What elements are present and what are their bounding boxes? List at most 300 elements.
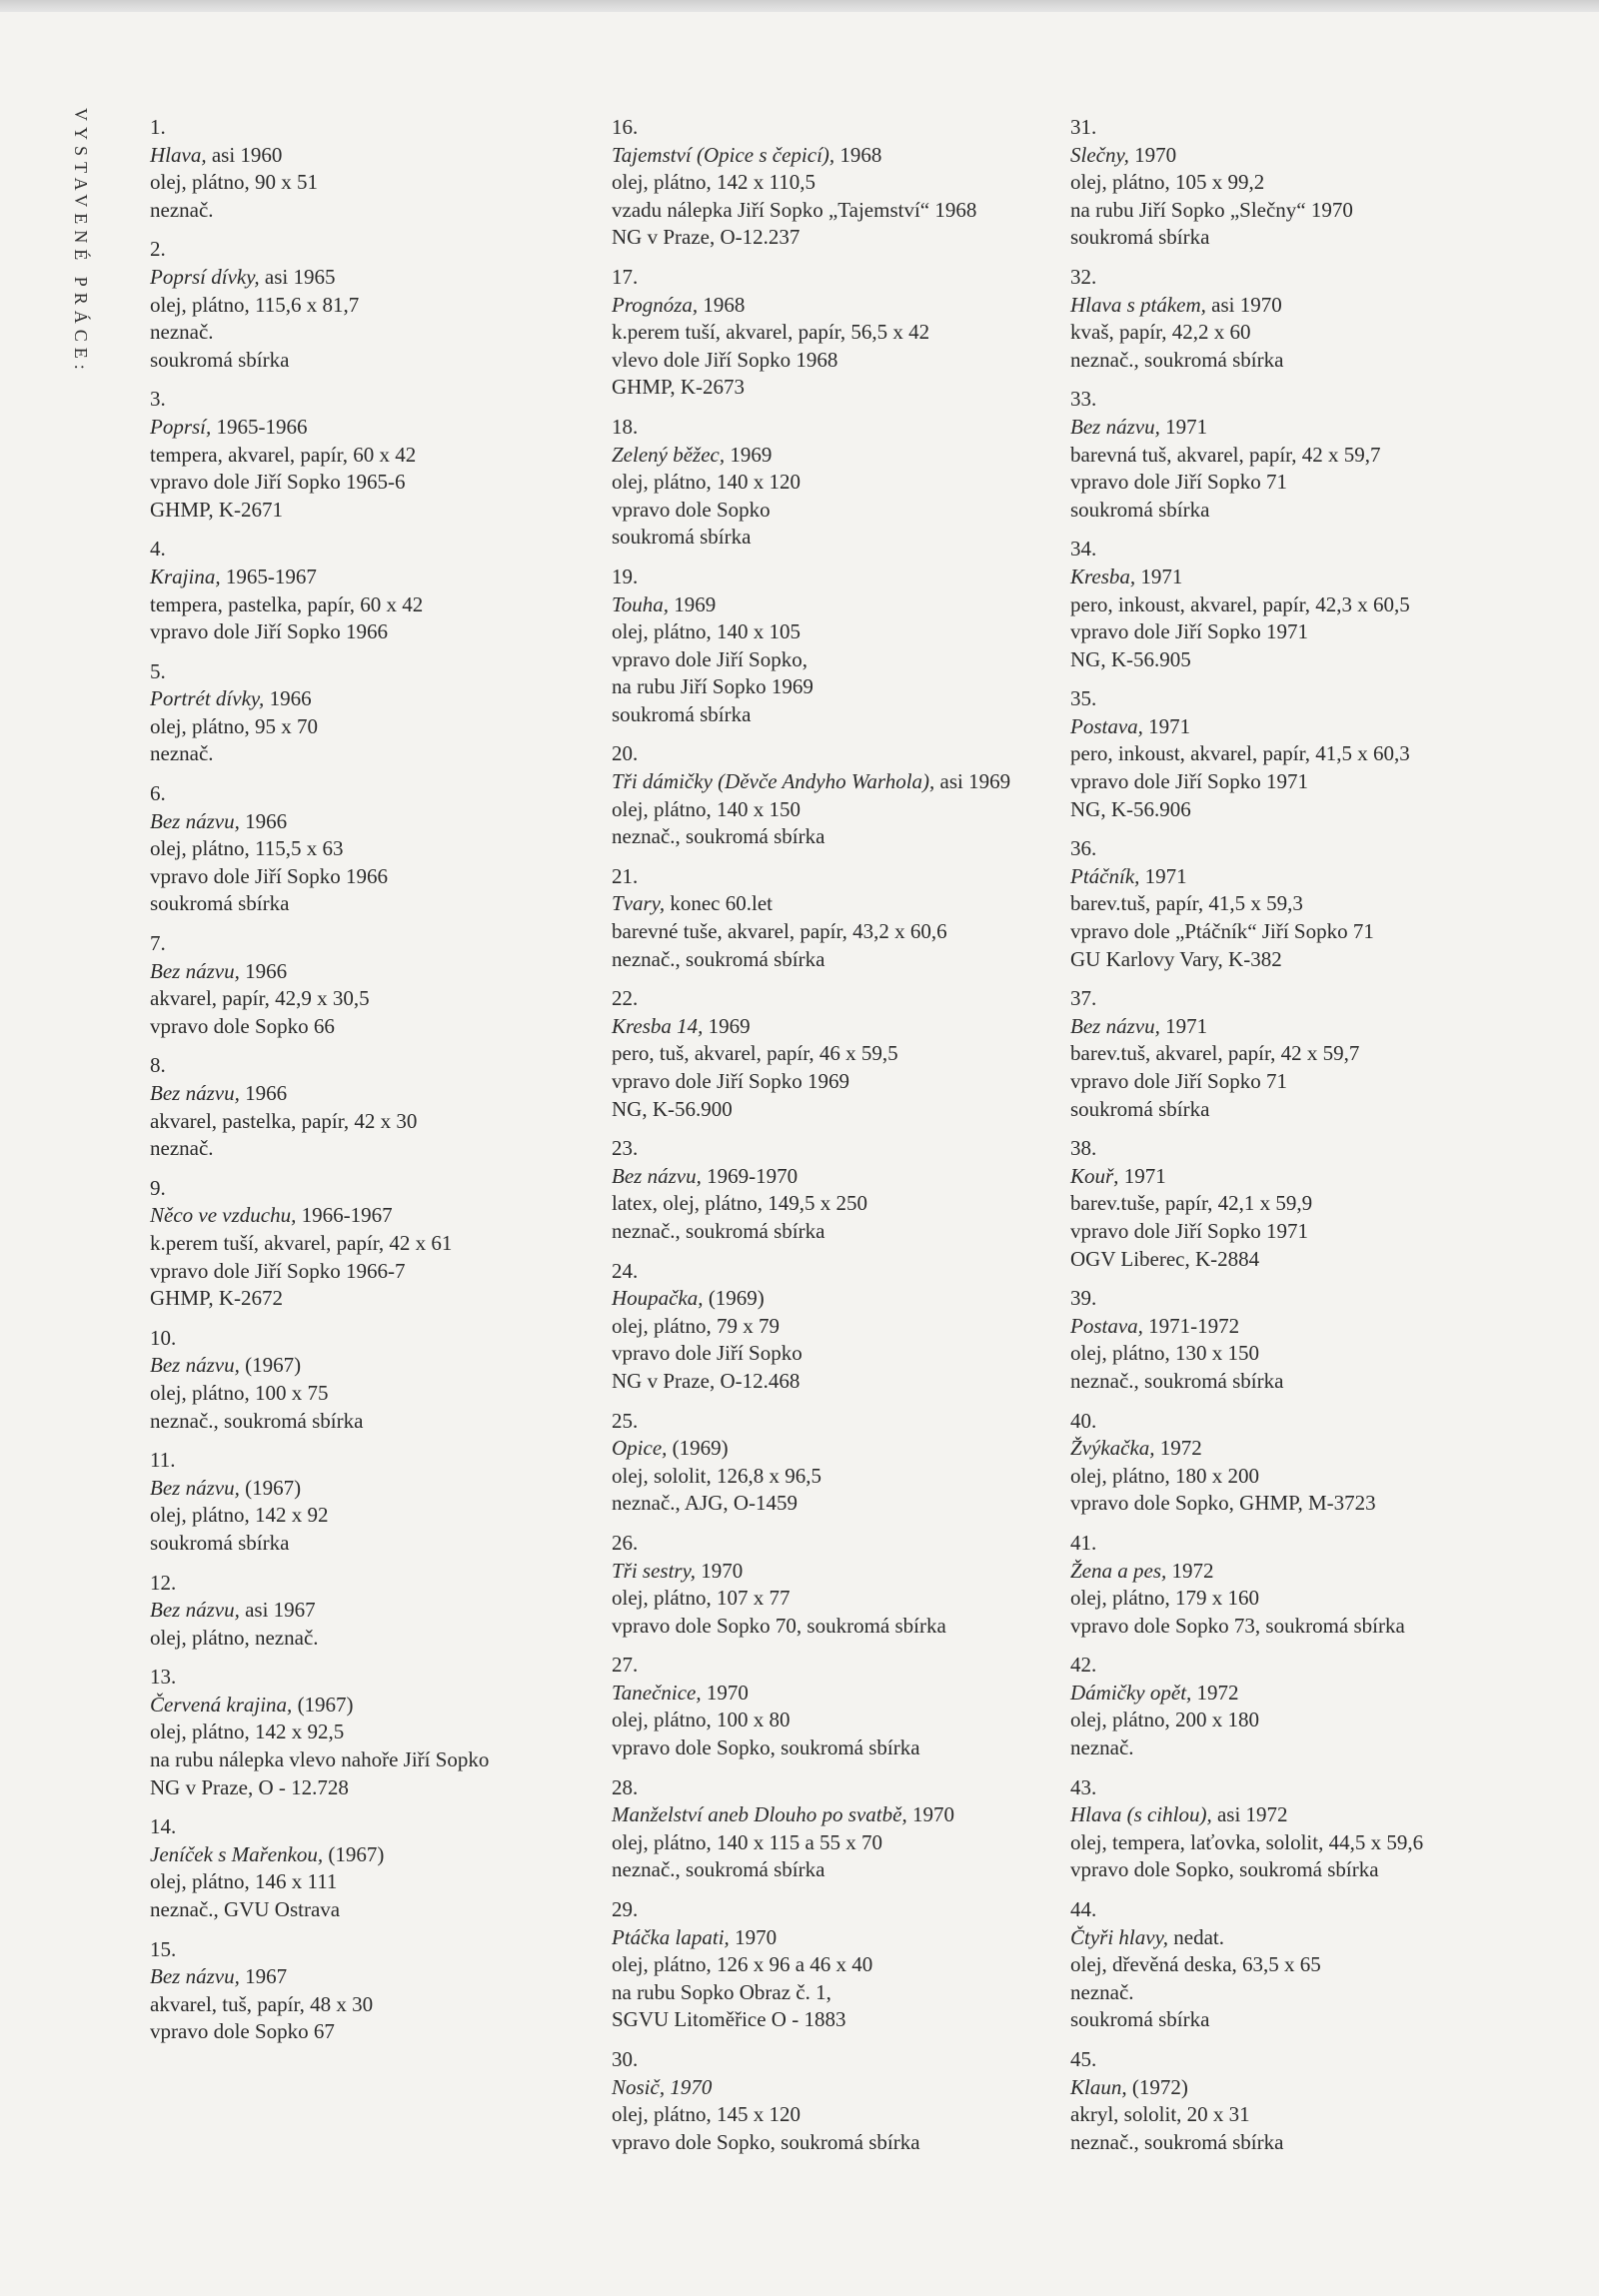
entry-date: asi 1965 (259, 264, 336, 289)
entry-number: 33. (1070, 387, 1097, 412)
entry-detail-line: na rubu Jiří Sopko „Slečny“ 1970 (1070, 197, 1353, 222)
entry-title: Nosič, 1970 (612, 2074, 713, 2099)
entry-detail-line: kvaš, papír, 42,2 x 60 (1070, 320, 1251, 345)
entry-number: 34. (1070, 537, 1097, 562)
catalog-entry (1070, 114, 1570, 252)
entry-title-line (150, 1475, 590, 1503)
entry-title-line (612, 1013, 1051, 1041)
entry-detail-line: vpravo dole Jiří Sopko 1965-6 (150, 470, 406, 495)
entry-title: Touha, (612, 591, 670, 616)
entry-date: 1972 (1154, 1436, 1202, 1461)
entry-detail-line: akvarel, papír, 42,9 x 30,5 (150, 986, 370, 1011)
catalog-entry (612, 2046, 1051, 2156)
entry-number: 13. (150, 1665, 177, 1690)
entry-title-line (612, 2074, 1051, 2102)
entry-title: Bez názvu, (150, 958, 240, 983)
catalog-entry (1070, 386, 1570, 524)
entry-detail-line: olej, plátno, 140 x 150 (612, 796, 800, 821)
catalog-entry (1070, 1408, 1570, 1518)
entry-detail-line: vlevo dole Jiří Sopko 1968 (612, 347, 838, 372)
catalog-entry (1070, 835, 1570, 973)
entry-detail-line: GHMP, K-2671 (150, 497, 284, 522)
entry-detail-line: neznač. (1070, 1979, 1134, 2004)
entry-number: 45. (1070, 2047, 1097, 2071)
entry-date: 1968 (834, 142, 882, 167)
entry-detail-line: vpravo dole Jiří Sopko, (612, 646, 807, 671)
entry-title-line (150, 1692, 590, 1720)
entry-detail-line: olej, plátno, 115,6 x 81,7 (150, 292, 360, 317)
entry-title: Dámičky opět, (1070, 1680, 1192, 1705)
catalog-entry (1070, 985, 1570, 1123)
entry-detail-line: latex, olej, plátno, 149,5 x 250 (612, 1191, 868, 1216)
entry-detail-line: na rubu nálepka vlevo nahoře Jiří Sopko (150, 1747, 490, 1772)
entry-title: Tři sestry, (612, 1558, 697, 1583)
entry-title: Tajemství (Opice s čepicí), (612, 142, 835, 167)
entry-date: 1970 (729, 1924, 778, 1949)
entry-detail-line: OGV Liberec, K-2884 (1070, 1246, 1260, 1271)
entry-title-line (1070, 1313, 1570, 1341)
entry-detail-line: akvarel, pastelka, papír, 42 x 30 (150, 1108, 418, 1133)
entry-title-line (612, 142, 1051, 170)
entry-detail-line: vpravo dole Sopko, GHMP, M-3723 (1070, 1491, 1376, 1516)
entry-title-line (150, 1352, 590, 1380)
catalog-entry (612, 114, 1051, 252)
entry-date: 1969 (703, 1013, 751, 1038)
entry-detail-line: olej, plátno, 140 x 120 (612, 470, 800, 495)
catalog-entry (150, 1447, 590, 1557)
entry-number: 12. (150, 1570, 177, 1595)
entry-title-line (1070, 292, 1570, 320)
catalog-entry (150, 386, 590, 524)
catalog-entry (1070, 1135, 1570, 1273)
catalog-entry (612, 1408, 1051, 1518)
entry-detail-line: olej, plátno, 142 x 110,5 (612, 170, 815, 195)
entry-title: Tvary, (612, 891, 666, 916)
catalog-entry (1070, 1774, 1570, 1884)
entry-date: asi 1969 (934, 769, 1011, 794)
entry-title-line (612, 292, 1051, 320)
entry-detail-line: neznač., soukromá sbírka (1070, 2129, 1284, 2154)
entry-detail-line: neznač. (1070, 1735, 1134, 1760)
entry-date: 1972 (1166, 1558, 1214, 1583)
entry-detail-line: soukromá sbírka (1070, 225, 1210, 250)
entry-title-line (150, 264, 590, 292)
entry-title: Slečny, (1070, 142, 1129, 167)
entry-detail-line: NG v Praze, O-12.237 (612, 225, 800, 250)
entry-date: 1966 (239, 808, 288, 833)
entry-number: 9. (150, 1175, 166, 1200)
entry-number: 21. (612, 863, 639, 888)
entry-title: Bez názvu, (150, 808, 240, 833)
entry-detail-line: neznač., soukromá sbírka (612, 946, 825, 971)
catalog-entry (612, 1896, 1051, 2034)
entry-title-line (1070, 1924, 1570, 1952)
entry-detail-line: vpravo dole Sopko 70, soukromá sbírka (612, 1613, 946, 1638)
entry-detail-line: vpravo dole Jiří Sopko (612, 1341, 802, 1366)
entry-date: (1967) (292, 1692, 354, 1717)
entry-title-line (612, 1285, 1051, 1313)
entry-detail-line: neznač., AJG, O-1459 (612, 1491, 799, 1516)
entry-date: asi 1967 (239, 1598, 316, 1623)
entry-detail-line: vpravo dole Jiří Sopko 1971 (1070, 769, 1308, 794)
entry-number: 1. (150, 115, 166, 139)
entry-detail-line: barev.tuš, papír, 41,5 x 59,3 (1070, 891, 1303, 916)
entry-number: 8. (150, 1053, 166, 1078)
entry-date: (1969) (703, 1286, 765, 1311)
entry-detail-line: soukromá sbírka (1070, 2007, 1210, 2032)
entry-detail-line: olej, plátno, 107 x 77 (612, 1586, 791, 1611)
entry-title: Hlava, (150, 142, 207, 167)
entry-title-line (1070, 1680, 1570, 1708)
entry-title-line (612, 1680, 1051, 1708)
entry-detail-line: neznač., soukromá sbírka (1070, 347, 1284, 372)
entry-title: Jeníček s Mařenkou, (150, 1841, 324, 1866)
entry-title-line (612, 768, 1051, 796)
entry-detail-line: olej, plátno, neznač. (150, 1625, 319, 1650)
entry-detail-line: olej, plátno, 140 x 105 (612, 619, 800, 644)
entry-detail-line: vzadu nálepka Jiří Sopko „Tajemství“ 1968 (612, 197, 977, 222)
entry-date: 1967 (239, 1964, 288, 1989)
entry-title: Portrét dívky, (150, 686, 265, 711)
entry-detail-line: NG, K-56.905 (1070, 646, 1191, 671)
section-title: VYSTAVENÉ PRÁCE: (71, 108, 91, 376)
entry-title: Bez názvu, (150, 1475, 240, 1500)
entry-date: 1970 (1128, 142, 1177, 167)
entry-date: (1967) (239, 1475, 302, 1500)
catalog-entry (612, 985, 1051, 1123)
entry-detail-line: neznač. (150, 320, 214, 345)
entry-date: 1971-1972 (1142, 1313, 1240, 1338)
entry-title-line (150, 808, 590, 836)
catalog-entry (150, 780, 590, 918)
entry-title-line (1070, 713, 1570, 741)
entry-detail-line: GU Karlovy Vary, K-382 (1070, 946, 1282, 971)
entry-date: 1971 (1139, 863, 1187, 888)
entry-date: 1966 (264, 686, 312, 711)
entry-date: asi 1960 (206, 142, 283, 167)
entry-number: 25. (612, 1408, 639, 1433)
entry-detail-line: vpravo dole Sopko 73, soukromá sbírka (1070, 1613, 1405, 1638)
catalog-entry (1070, 1652, 1570, 1761)
entry-detail-line: vpravo dole Sopko, soukromá sbírka (1070, 1857, 1379, 1882)
entry-title: Kouř, (1070, 1163, 1119, 1188)
entry-detail-line: olej, plátno, 142 x 92 (150, 1503, 329, 1528)
entry-detail-line: soukromá sbírka (1070, 497, 1210, 522)
entry-detail-line: vpravo dole Sopko (612, 497, 771, 522)
entry-number: 41. (1070, 1530, 1097, 1555)
entry-detail-line: olej, plátno, 179 x 160 (1070, 1586, 1259, 1611)
entry-title: Tanečnice, (612, 1680, 702, 1705)
entry-detail-line: neznač., soukromá sbírka (612, 824, 825, 849)
entry-detail-line: vpravo dole Jiří Sopko 1971 (1070, 1218, 1308, 1243)
catalog-entry (150, 1664, 590, 1801)
catalog-entry (150, 114, 590, 224)
entry-detail-line: vpravo dole Sopko, soukromá sbírka (612, 1735, 920, 1760)
entry-detail-line: neznač., soukromá sbírka (612, 1218, 825, 1243)
entry-detail-line: NG v Praze, O - 12.728 (150, 1774, 349, 1799)
entry-detail-line: NG v Praze, O-12.468 (612, 1368, 800, 1393)
entry-detail-line: olej, plátno, 146 x 111 (150, 1869, 338, 1894)
page-top-edge (0, 0, 1599, 12)
entry-number: 26. (612, 1530, 639, 1555)
entry-detail-line: neznač. (150, 197, 214, 222)
entry-detail-line: soukromá sbírka (150, 347, 290, 372)
entry-number: 29. (612, 1897, 639, 1922)
catalog-column-1 (150, 114, 590, 2058)
entry-number: 5. (150, 658, 166, 683)
entry-title-line (612, 1163, 1051, 1191)
entry-number: 23. (612, 1136, 639, 1161)
entry-detail-line: vpravo dole Jiří Sopko 1966 (150, 619, 388, 644)
entry-date: nedat. (1168, 1924, 1224, 1949)
entry-number: 18. (612, 414, 639, 439)
entry-number: 27. (612, 1653, 639, 1678)
entry-date: (1969) (667, 1436, 729, 1461)
catalog-entry (150, 1325, 590, 1435)
catalog-entry (150, 1052, 590, 1162)
entry-date: 1971 (1159, 1013, 1208, 1038)
entry-title: Něco ve vzduchu, (150, 1203, 297, 1228)
entry-detail-line: pero, tuš, akvarel, papír, 46 x 59,5 (612, 1041, 898, 1066)
catalog-entry (612, 1530, 1051, 1640)
entry-detail-line: neznač. (150, 1136, 214, 1161)
entry-title-line (1070, 1435, 1570, 1463)
entry-title: Červená krajina, (150, 1692, 293, 1717)
entry-detail-line: neznač., GVU Ostrava (150, 1897, 341, 1922)
catalog-entry (150, 1813, 590, 1923)
catalog-entry (1070, 1530, 1570, 1640)
entry-title-line (150, 1080, 590, 1108)
entry-detail-line: GHMP, K-2672 (150, 1286, 284, 1311)
entry-title: Opice, (612, 1436, 668, 1461)
entry-title: Bez názvu, (1070, 414, 1160, 439)
entry-number: 36. (1070, 836, 1097, 861)
catalog-entry (612, 1774, 1051, 1884)
entry-number: 37. (1070, 986, 1097, 1011)
catalog-entry (150, 658, 590, 768)
entry-detail-line: olej, plátno, 145 x 120 (612, 2102, 800, 2127)
entry-detail-line: vpravo dole Jiří Sopko 1971 (1070, 619, 1308, 644)
entry-title: Kresba 14, (612, 1013, 704, 1038)
entry-date: asi 1970 (1205, 292, 1282, 317)
catalog-entry (612, 264, 1051, 402)
entry-date: 1969 (669, 591, 717, 616)
entry-title: Houpačka, (612, 1286, 704, 1311)
entry-title-line (1070, 863, 1570, 891)
entry-date: 1970 (906, 1802, 954, 1827)
entry-title-line (1070, 414, 1570, 442)
entry-detail-line: tempera, akvarel, papír, 60 x 42 (150, 442, 417, 467)
entry-title: Žvýkačka, (1070, 1436, 1155, 1461)
entry-detail-line: olej, plátno, 100 x 75 (150, 1380, 329, 1405)
entry-title: Čtyři hlavy, (1070, 1924, 1168, 1949)
entry-title: Bez názvu, (150, 1598, 240, 1623)
entry-detail-line: vpravo dole Jiří Sopko 1969 (612, 1069, 849, 1093)
entry-detail-line: akryl, sololit, 20 x 31 (1070, 2102, 1250, 2127)
entry-number: 2. (150, 237, 166, 262)
entry-number: 44. (1070, 1897, 1097, 1922)
entry-detail-line: na rubu Jiří Sopko 1969 (612, 674, 813, 699)
entry-detail-line: vpravo dole Jiří Sopko 71 (1070, 1069, 1287, 1093)
entry-detail-line: na rubu Sopko Obraz č. 1, (612, 1979, 831, 2004)
entry-number: 39. (1070, 1286, 1097, 1311)
entry-title-line (612, 591, 1051, 619)
catalog-entry (1070, 536, 1570, 673)
entry-number: 35. (1070, 686, 1097, 711)
entry-detail-line: vpravo dole Sopko, soukromá sbírka (612, 2129, 920, 2154)
catalog-entry (150, 536, 590, 645)
entry-title: Kresba, (1070, 564, 1136, 588)
entry-title-line (150, 685, 590, 713)
catalog-entry (1070, 2046, 1570, 2156)
entry-number: 40. (1070, 1408, 1097, 1433)
entry-date: 1971 (1142, 713, 1191, 738)
entry-number: 19. (612, 564, 639, 588)
entry-detail-line: olej, plátno, 79 x 79 (612, 1313, 780, 1338)
entry-title-line (1070, 2074, 1570, 2102)
entry-number: 31. (1070, 115, 1097, 139)
entry-number: 43. (1070, 1774, 1097, 1799)
entry-date: 1965-1966 (211, 414, 308, 439)
entry-title-line (612, 442, 1051, 470)
entry-number: 30. (612, 2047, 639, 2071)
entry-detail-line: neznač., soukromá sbírka (150, 1408, 364, 1433)
entry-detail-line: soukromá sbírka (612, 525, 752, 550)
entry-number: 42. (1070, 1653, 1097, 1678)
entry-title: Bez názvu, (612, 1163, 702, 1188)
entry-number: 11. (150, 1448, 176, 1473)
entry-detail-line: olej, plátno, 105 x 99,2 (1070, 170, 1265, 195)
entry-date: 1969-1970 (701, 1163, 799, 1188)
entry-number: 32. (1070, 264, 1097, 289)
entry-number: 20. (612, 741, 639, 766)
catalog-entry (150, 236, 590, 374)
entry-title-line (1070, 1801, 1570, 1829)
entry-detail-line: olej, plátno, 100 x 80 (612, 1708, 791, 1732)
entry-number: 17. (612, 264, 639, 289)
entry-title-line (150, 958, 590, 986)
entry-title-line (150, 414, 590, 442)
entry-title-line (150, 142, 590, 170)
entry-date: 1965-1967 (220, 564, 317, 588)
entry-detail-line: vpravo dole Jiří Sopko 71 (1070, 470, 1287, 495)
entry-detail-line: vpravo dole Sopko 67 (150, 2019, 335, 2044)
entry-date: (1967) (323, 1841, 385, 1866)
entry-date: 1970 (696, 1558, 744, 1583)
entry-detail-line: olej, plátno, 90 x 51 (150, 170, 318, 195)
entry-title: Postava, (1070, 713, 1143, 738)
entry-number: 22. (612, 986, 639, 1011)
entry-title-line (612, 1924, 1051, 1952)
entry-detail-line: olej, plátno, 140 x 115 a 55 x 70 (612, 1829, 883, 1854)
entry-detail-line: akvarel, tuš, papír, 48 x 30 (150, 1991, 374, 2016)
entry-detail-line: vpravo dole Jiří Sopko 1966-7 (150, 1258, 406, 1283)
catalog-entry (612, 564, 1051, 729)
entry-date: konec 60.let (665, 891, 773, 916)
entry-number: 6. (150, 781, 166, 806)
entry-detail-line: barev.tuš, akvarel, papír, 42 x 59,7 (1070, 1041, 1360, 1066)
catalog-entry (150, 1175, 590, 1313)
entry-detail-line: olej, plátno, 115,5 x 63 (150, 836, 344, 861)
entry-date: 1969 (725, 442, 773, 467)
entry-title-line (1070, 1163, 1570, 1191)
entry-title-line (1070, 1013, 1570, 1041)
catalog-entry (612, 863, 1051, 973)
entry-title: Krajina, (150, 564, 221, 588)
entry-detail-line: soukromá sbírka (1070, 1096, 1210, 1121)
entry-detail-line: vpravo dole Jiří Sopko 1966 (150, 863, 388, 888)
entry-title: Poprsí, (150, 414, 212, 439)
entry-title-line (150, 564, 590, 591)
entry-title: Ptáčka lapati, (612, 1924, 730, 1949)
entry-detail-line: olej, dřevěná deska, 63,5 x 65 (1070, 1952, 1321, 1977)
catalog-entry (612, 414, 1051, 552)
entry-number: 16. (612, 115, 639, 139)
catalog-entry (612, 1258, 1051, 1396)
entry-title-line (612, 1435, 1051, 1463)
catalog-entry (150, 1936, 590, 2046)
entry-detail-line: neznač., soukromá sbírka (612, 1857, 825, 1882)
entry-title-line (150, 1202, 590, 1230)
entry-detail-line: pero, inkoust, akvarel, papír, 41,5 x 60,3 (1070, 741, 1410, 766)
entry-title: Ptáčník, (1070, 863, 1140, 888)
entry-detail-line: pero, inkoust, akvarel, papír, 42,3 x 60,5 (1070, 591, 1410, 616)
entry-title-line (612, 1801, 1051, 1829)
entry-detail-line: soukromá sbírka (150, 1530, 290, 1555)
entry-detail-line: olej, sololit, 126,8 x 96,5 (612, 1463, 821, 1488)
entry-detail-line: NG, K-56.900 (612, 1096, 733, 1121)
entry-title-line (150, 1841, 590, 1869)
entry-title-line (612, 1558, 1051, 1586)
entry-detail-line: soukromá sbírka (612, 701, 752, 726)
entry-detail-line: neznač. (150, 741, 214, 766)
catalog-entry (1070, 1285, 1570, 1395)
entry-title-line (150, 1597, 590, 1625)
entry-detail-line: GHMP, K-2673 (612, 375, 746, 400)
entry-detail-line: NG, K-56.906 (1070, 796, 1191, 821)
entry-title: Bez názvu, (150, 1964, 240, 1989)
entry-date: 1966-1967 (296, 1203, 393, 1228)
entry-detail-line: soukromá sbírka (150, 891, 290, 916)
entry-detail-line: barev.tuše, papír, 42,1 x 59,9 (1070, 1191, 1313, 1216)
entry-date: 1966 (239, 1081, 288, 1105)
entry-title-line (1070, 564, 1570, 591)
catalog-entry (612, 1652, 1051, 1761)
entry-date: (1972) (1126, 2074, 1188, 2099)
entry-number: 15. (150, 1936, 177, 1961)
catalog-entry (1070, 685, 1570, 823)
entry-title-line (1070, 1558, 1570, 1586)
entry-number: 38. (1070, 1136, 1097, 1161)
entry-detail-line: k.perem tuší, akvarel, papír, 56,5 x 42 (612, 320, 930, 345)
catalog-entry (612, 1135, 1051, 1245)
entry-title: Hlava s ptákem, (1070, 292, 1206, 317)
catalog-column-3 (1070, 114, 1570, 2168)
entry-detail-line: barevná tuš, akvarel, papír, 42 x 59,7 (1070, 442, 1381, 467)
entry-title: Postava, (1070, 1313, 1143, 1338)
catalog-entry (612, 740, 1051, 850)
entry-detail-line: olej, plátno, 142 x 92,5 (150, 1720, 345, 1744)
entry-detail-line: neznač., soukromá sbírka (1070, 1368, 1284, 1393)
entry-number: 4. (150, 537, 166, 562)
entry-number: 14. (150, 1814, 177, 1839)
catalog-entry (1070, 264, 1570, 374)
entry-number: 24. (612, 1258, 639, 1283)
entry-detail-line: barevné tuše, akvarel, papír, 43,2 x 60,6 (612, 919, 947, 944)
entry-title: Zelený běžec, (612, 442, 726, 467)
entry-title: Poprsí dívky, (150, 264, 260, 289)
entry-title-line (150, 1963, 590, 1991)
